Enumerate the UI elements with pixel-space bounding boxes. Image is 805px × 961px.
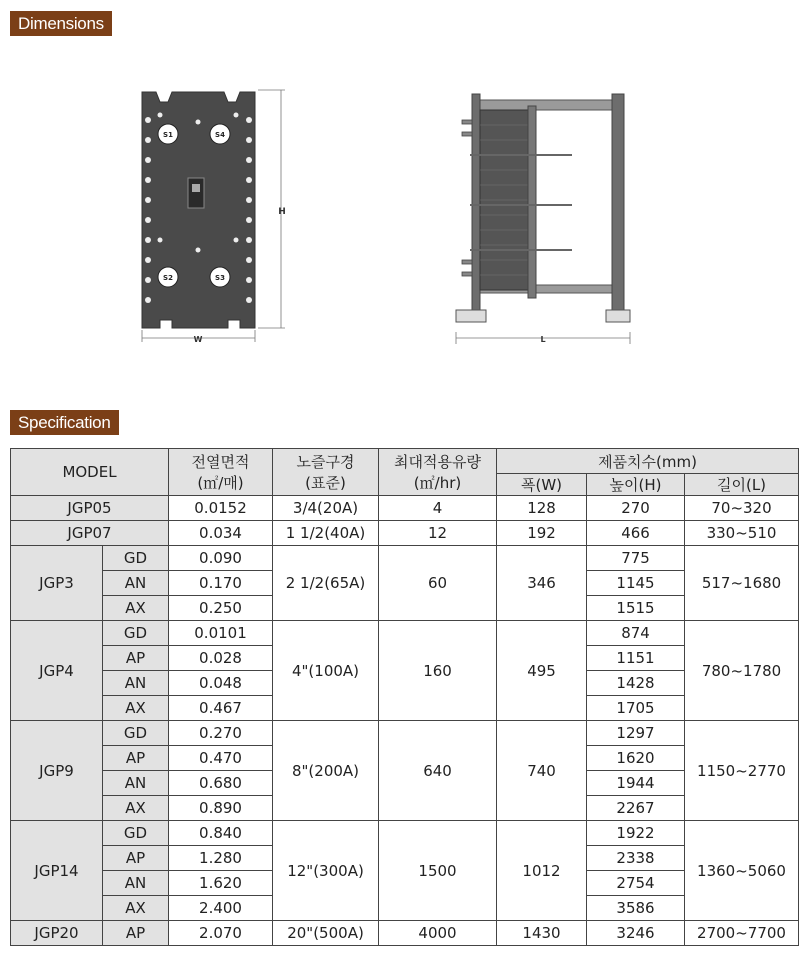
type-cell: GD: [103, 546, 169, 571]
width-cell: 192: [497, 521, 587, 546]
width-cell: 346: [497, 546, 587, 621]
length-cell: 1150~2770: [685, 721, 799, 821]
height-cell: 1145: [587, 571, 685, 596]
type-cell: AX: [103, 896, 169, 921]
width-cell: 1012: [497, 821, 587, 921]
height-cell: 1620: [587, 746, 685, 771]
table-row: [11, 521, 799, 546]
type-cell: AX: [103, 696, 169, 721]
height-cell: 1515: [587, 596, 685, 621]
nozzle-cell: 2 1/2(65A): [273, 546, 379, 621]
table-row: [11, 546, 799, 571]
front-view-drawing: [142, 90, 286, 344]
nozzle-cell: 3/4(20A): [273, 496, 379, 521]
height-cell: 1151: [587, 646, 685, 671]
height-cell: 1922: [587, 821, 685, 846]
area-cell: 2.400: [169, 896, 273, 921]
height-cell: 270: [587, 496, 685, 521]
header-area: 전열면적 (㎡/매): [169, 449, 273, 496]
height-cell: 775: [587, 546, 685, 571]
width-cell: 1430: [497, 921, 587, 946]
dimensions-heading: Dimensions: [10, 11, 112, 36]
nozzle-cell: 1 1/2(40A): [273, 521, 379, 546]
area-cell: 0.090: [169, 546, 273, 571]
type-cell: GD: [103, 821, 169, 846]
height-cell: 3586: [587, 896, 685, 921]
header-height: 높이(H): [587, 474, 685, 496]
model-cell: JGP14: [11, 821, 103, 921]
model-cell: JGP9: [11, 721, 103, 821]
port-label-s2: S2: [163, 274, 173, 282]
nozzle-cell: 4"(100A): [273, 621, 379, 721]
port-label-s3: S3: [215, 274, 225, 282]
header-length: 길이(L): [685, 474, 799, 496]
area-cell: 0.0152: [169, 496, 273, 521]
width-dimension-label: W: [193, 335, 203, 344]
port-label-s4: S4: [215, 131, 225, 139]
type-cell: AX: [103, 796, 169, 821]
length-cell: 780~1780: [685, 621, 799, 721]
area-cell: 1.620: [169, 871, 273, 896]
width-cell: 740: [497, 721, 587, 821]
height-cell: 2754: [587, 871, 685, 896]
type-cell: AP: [103, 921, 169, 946]
length-cell: 1360~5060: [685, 821, 799, 921]
flow-cell: 4000: [379, 921, 497, 946]
height-cell: 1705: [587, 696, 685, 721]
length-cell: 2700~7700: [685, 921, 799, 946]
area-cell: 0.840: [169, 821, 273, 846]
type-cell: AP: [103, 846, 169, 871]
length-dimension-label: L: [540, 335, 546, 344]
header-model: MODEL: [11, 449, 169, 496]
area-cell: 0.028: [169, 646, 273, 671]
model-cell: JGP3: [11, 546, 103, 621]
side-view-drawing: [456, 94, 630, 344]
area-cell: 1.280: [169, 846, 273, 871]
header-width: 폭(W): [497, 474, 587, 496]
flow-cell: 4: [379, 496, 497, 521]
model-cell: JGP20: [11, 921, 103, 946]
area-cell: 0.270: [169, 721, 273, 746]
length-cell: 330~510: [685, 521, 799, 546]
header-flow: 최대적용유량 (㎡/hr): [379, 449, 497, 496]
table-row: [11, 821, 799, 846]
width-cell: 128: [497, 496, 587, 521]
table-row: [11, 621, 799, 646]
length-cell: 517~1680: [685, 546, 799, 621]
area-cell: 0.890: [169, 796, 273, 821]
header-dimensions: 제품치수(mm): [497, 449, 799, 474]
height-cell: 3246: [587, 921, 685, 946]
flow-cell: 1500: [379, 821, 497, 921]
flow-cell: 160: [379, 621, 497, 721]
area-cell: 0.0101: [169, 621, 273, 646]
height-dimension-label: H: [278, 207, 286, 217]
type-cell: GD: [103, 721, 169, 746]
area-cell: 0.250: [169, 596, 273, 621]
width-cell: 495: [497, 621, 587, 721]
nozzle-cell: 8"(200A): [273, 721, 379, 821]
model-cell: JGP07: [11, 521, 169, 546]
height-cell: 874: [587, 621, 685, 646]
table-row: [11, 496, 799, 521]
height-cell: 2338: [587, 846, 685, 871]
height-cell: 466: [587, 521, 685, 546]
area-cell: 0.467: [169, 696, 273, 721]
port-label-s1: S1: [163, 131, 173, 139]
model-cell: JGP4: [11, 621, 103, 721]
height-cell: 1944: [587, 771, 685, 796]
type-cell: AN: [103, 571, 169, 596]
header-nozzle: 노즐구경 (표준): [273, 449, 379, 496]
table-row: [11, 721, 799, 746]
area-cell: 0.470: [169, 746, 273, 771]
dimension-drawings: [0, 80, 805, 360]
type-cell: AN: [103, 771, 169, 796]
type-cell: AN: [103, 871, 169, 896]
type-cell: AN: [103, 671, 169, 696]
length-cell: 70~320: [685, 496, 799, 521]
flow-cell: 640: [379, 721, 497, 821]
type-cell: AP: [103, 646, 169, 671]
flow-cell: 60: [379, 546, 497, 621]
model-cell: JGP05: [11, 496, 169, 521]
area-cell: 0.170: [169, 571, 273, 596]
area-cell: 0.034: [169, 521, 273, 546]
type-cell: AX: [103, 596, 169, 621]
specification-table: [10, 448, 799, 946]
nozzle-cell: 20"(500A): [273, 921, 379, 946]
nozzle-cell: 12"(300A): [273, 821, 379, 921]
area-cell: 0.048: [169, 671, 273, 696]
table-row: [11, 921, 799, 946]
type-cell: AP: [103, 746, 169, 771]
specification-heading: Specification: [10, 410, 119, 435]
area-cell: 0.680: [169, 771, 273, 796]
area-cell: 2.070: [169, 921, 273, 946]
flow-cell: 12: [379, 521, 497, 546]
height-cell: 1297: [587, 721, 685, 746]
type-cell: GD: [103, 621, 169, 646]
height-cell: 2267: [587, 796, 685, 821]
height-cell: 1428: [587, 671, 685, 696]
